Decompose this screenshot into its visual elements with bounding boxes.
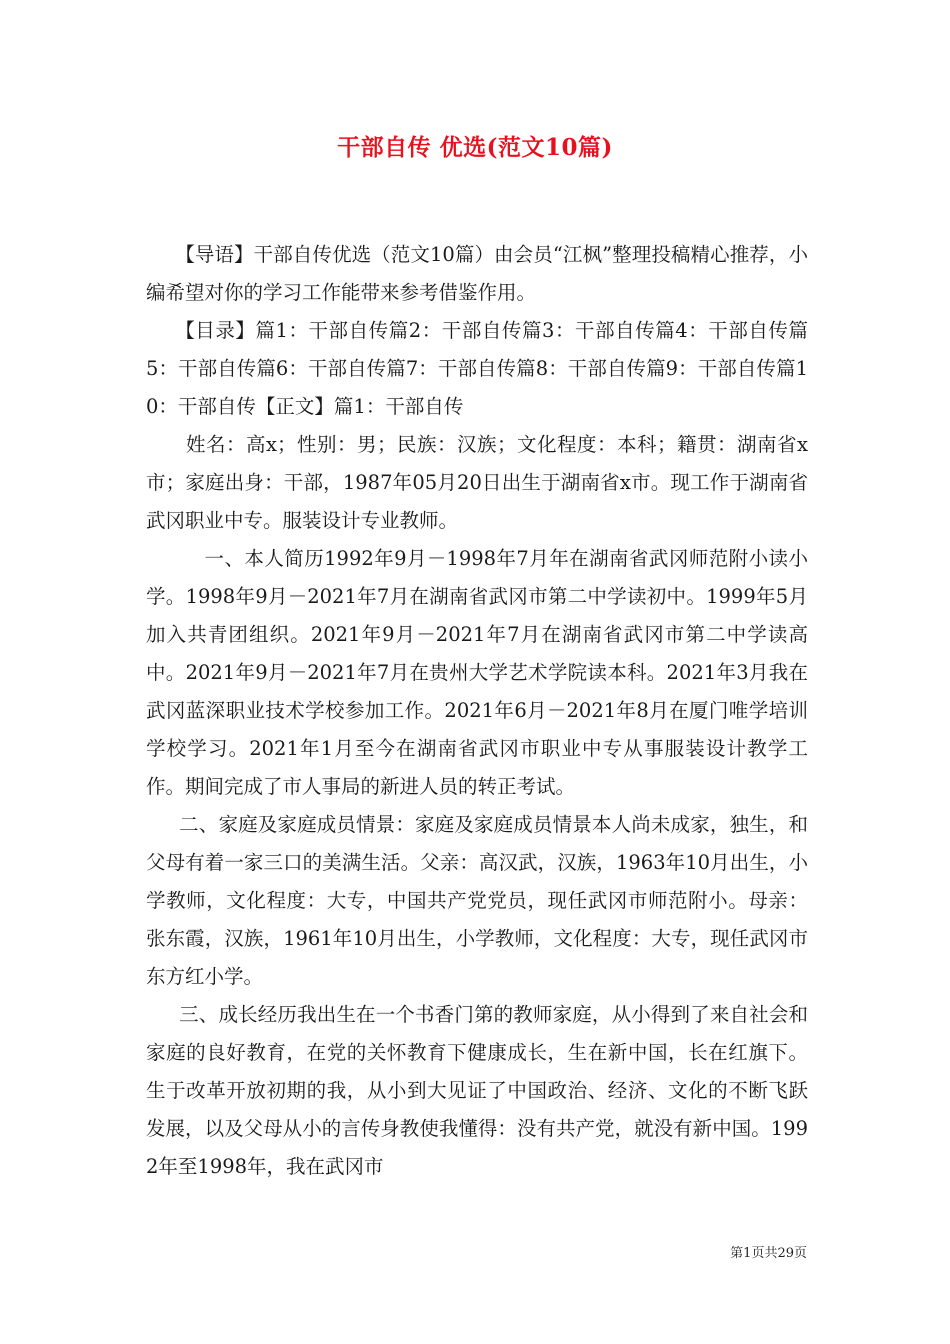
page-number: 第1页共29页 <box>730 1246 807 1261</box>
toc-paragraph: 【目录】篇1：干部自传篇2：干部自传篇3：干部自传篇4：干部自传篇5：干部自传篇6：干部自传篇7：干部自传篇8：干部自传篇9：干部自传篇10：干部自传【正文】篇1：干部自传 <box>146 319 808 418</box>
document-body <box>146 236 808 1186</box>
intro-paragraph: 【导语】干部自传优选（范文10篇）由会员“江枫”整理投稿精心推荐，小编希望对你的学习工作能带来参考借鉴作用。 <box>146 243 808 304</box>
document-title: 干部自传 优选(范文10篇) <box>337 134 613 161</box>
resume-paragraph: 一、本人简历1992年9月－1998年7月年在湖南省武冈师范附小读小学。1998年9月－2021年7月在湖南省武冈市第二中学读初中。1999年5月加入共青团组织。2021年9月－2021年7月在湖南省武冈市第二中学读高中。2021年9月－2021年7月在贵州大学艺术学院读本科。2021年3月我在武冈蓝深职业技术学校参加工作。2021年6月－2021年8月在厦门唯学培训学校学习。2021年1月至今在湖南省武冈市职业中专从事服装设计教学工作。期间完成了市人事局的新进人员的转正考试。 <box>146 547 808 798</box>
family-paragraph: 二、家庭及家庭成员情景：家庭及家庭成员情景本人尚未成家，独生，和父母有着一家三口的美满生活。父亲：高汉武，汉族，1963年10月出生，小学教师，文化程度：大专，中国共产党党员，现任武冈市师范附小。母亲：张东霞，汉族，1961年10月出生，小学教师，文化程度：大专，现任武冈市东方红小学。 <box>146 813 808 988</box>
growth-paragraph: 三、成长经历我出生在一个书香门第的教师家庭，从小得到了来自社会和家庭的良好教育，在党的关怀教育下健康成长，生在新中国，长在红旗下。生于改革开放初期的我，从小到大见证了中国政治、经济、文化的不断飞跃发展，以及父母从小的言传身教使我懂得：没有共产党，就没有新中国。1992年至1998年，我在武冈市 <box>146 1003 808 1178</box>
profile-paragraph: 姓名：高x；性别：男；民族：汉族；文化程度：本科；籍贯：湖南省x市；家庭出身：干部，1987年05月20日出生于湖南省x市。现工作于湖南省武冈职业中专。服装设计专业教师。 <box>146 433 808 532</box>
